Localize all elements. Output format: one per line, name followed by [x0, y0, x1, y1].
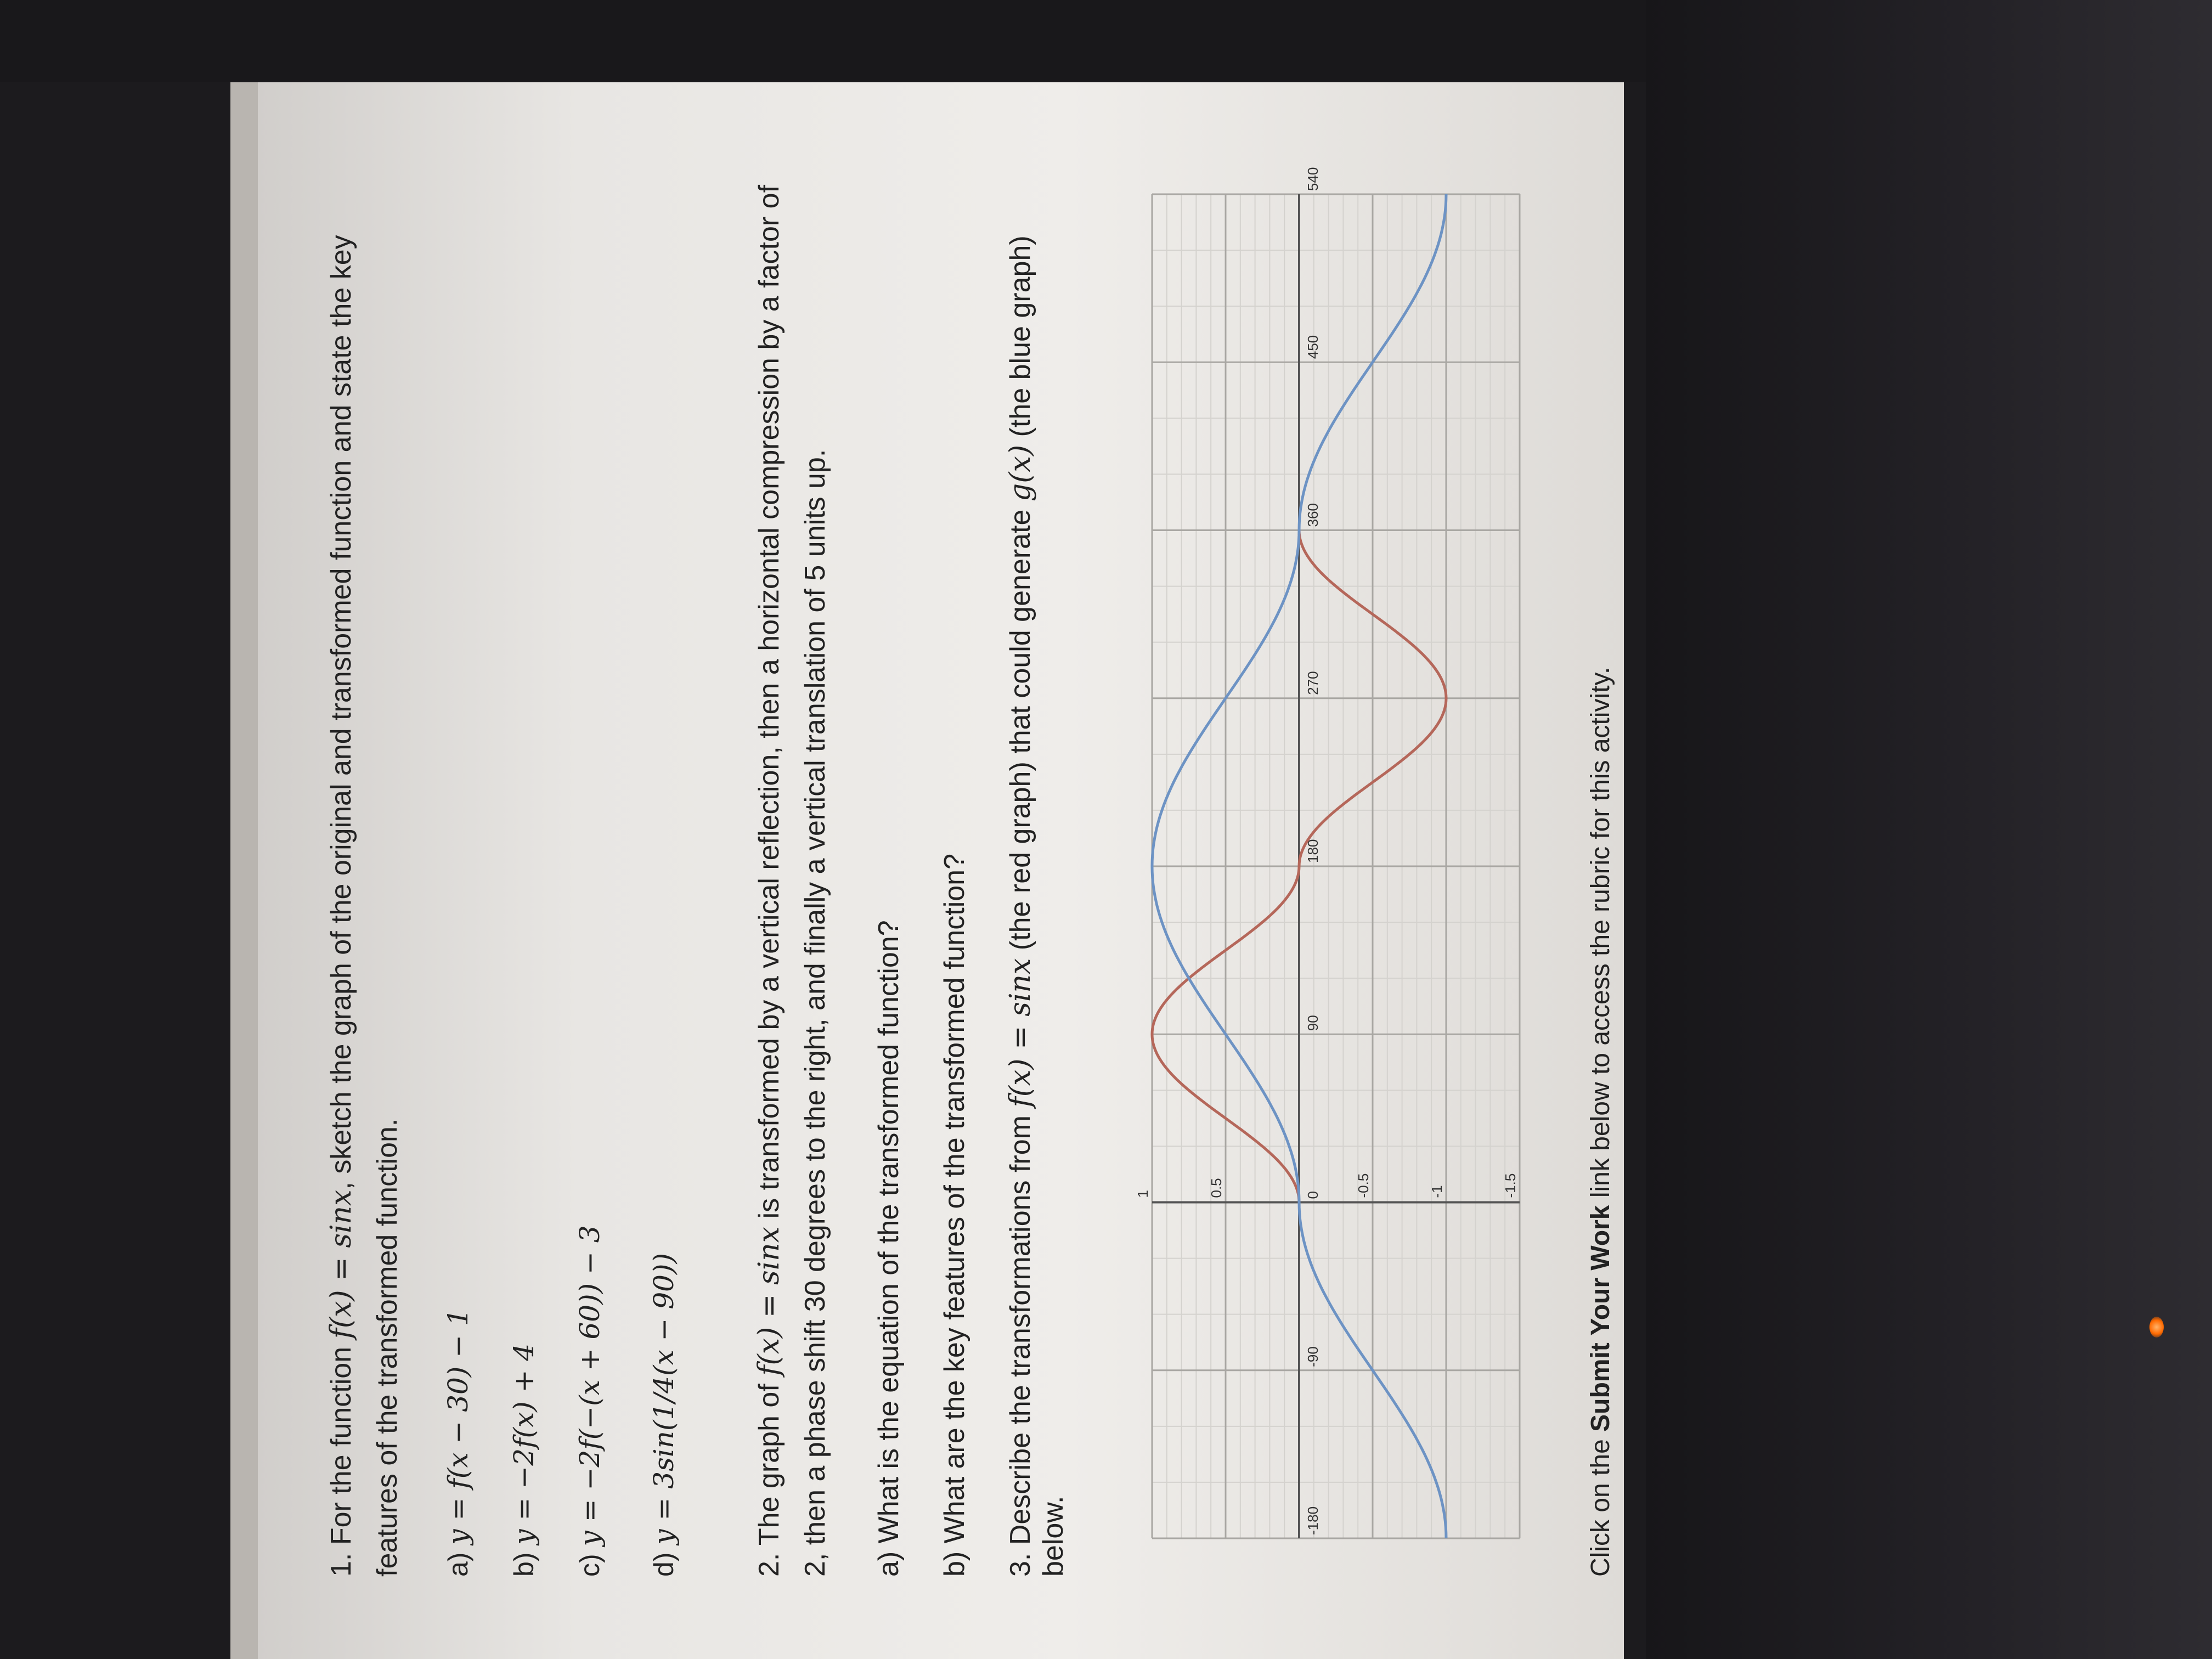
q2-function: f(x) = sinx: [753, 1226, 786, 1376]
transformation-graph: [1135, 167, 1525, 1577]
x-tick-label: 0: [1305, 1191, 1321, 1199]
question-3: [1004, 150, 1070, 1577]
q1-item-c: [573, 1225, 606, 1577]
item-expression: y = −2f(−(x + 60)) − 3: [574, 1225, 606, 1547]
q2-intro: 2. The graph of: [753, 1384, 785, 1577]
power-indicator-light: [2149, 1317, 2164, 1338]
item-expression: y = f(x − 30) − 1: [442, 1308, 474, 1545]
item-label: d): [648, 1552, 679, 1577]
footer-text-after: link below to access the rubric for this activity.: [1586, 667, 1615, 1198]
q1-text: , sketch the graph of the original and transformed function and state the key features of the transformed function.: [325, 235, 403, 1577]
q2-part-a: a) What is the equation of the transformed function?: [873, 920, 905, 1577]
x-tick-label: 360: [1305, 503, 1321, 527]
question-1: [318, 150, 410, 1577]
q2-text: is transformed by a vertical reflection, then a horizontal compression by a factor of 2, then a phase shift 30 degrees to the right, and finally a vertical translation of 5 units up.: [753, 184, 831, 1577]
item-expression: y = −2f(x) + 4: [508, 1343, 540, 1545]
y-tick-label: 1: [1135, 1190, 1151, 1198]
q1-item-b: [507, 1344, 540, 1577]
q3-end: (the blue graph) below.: [1005, 235, 1069, 1577]
q2-part-b: b) What are the key features of the transformed function?: [939, 853, 970, 1577]
item-label: c): [574, 1554, 605, 1577]
q3-function-f: f(x) = sinx: [1004, 958, 1037, 1108]
question-2: [746, 161, 838, 1577]
y-tick-label: -1: [1429, 1185, 1445, 1198]
y-tick-label: -1.5: [1502, 1173, 1519, 1198]
footer-instruction: [1585, 667, 1616, 1577]
item-label: a): [443, 1552, 473, 1577]
y-tick-label: -0.5: [1355, 1173, 1372, 1198]
q1-function: f(x) = sinx: [325, 1189, 358, 1339]
item-expression: y = 3sin(1/4(x − 90)): [648, 1253, 680, 1545]
q1-intro: 1. For the function: [325, 1346, 357, 1577]
x-tick-label: -90: [1305, 1346, 1321, 1367]
background-surface: [1646, 0, 2212, 1659]
footer-text-before: Click on the: [1586, 1439, 1615, 1577]
screen: [230, 82, 1624, 1659]
q3-intro: 3. Describe the transformations from: [1005, 1115, 1036, 1577]
item-label: b): [509, 1552, 539, 1577]
assignment-content: [318, 150, 1624, 1577]
q1-item-d: [647, 1253, 680, 1577]
q1-item-a: [442, 1308, 475, 1577]
x-tick-label: 90: [1305, 1015, 1321, 1031]
x-tick-label: 450: [1305, 335, 1321, 359]
x-tick-label: 540: [1305, 167, 1321, 191]
rotated-page: [252, 82, 1624, 1659]
y-tick-label: 0.5: [1208, 1178, 1224, 1198]
x-tick-label: 270: [1305, 671, 1321, 695]
q3-function-g: g(x): [1004, 444, 1037, 502]
x-tick-label: -180: [1305, 1506, 1321, 1535]
q3-mid: (the red graph) that could generate: [1005, 509, 1036, 951]
x-tick-label: 180: [1305, 839, 1321, 863]
submit-your-work-link[interactable]: Submit Your Work: [1586, 1205, 1615, 1432]
